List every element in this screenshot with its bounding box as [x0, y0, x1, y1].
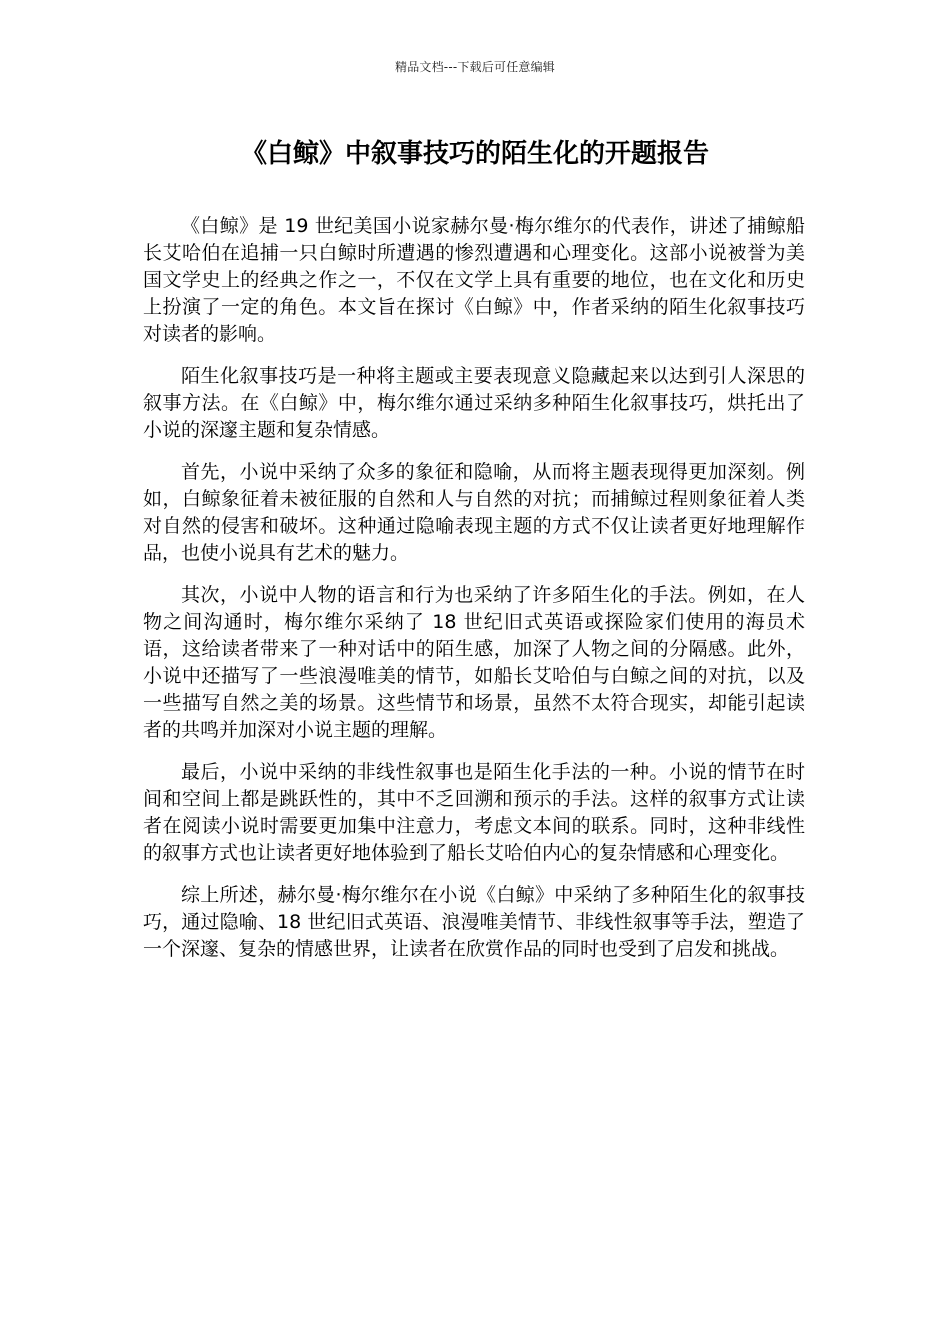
paragraph-definition: 陌生化叙事技巧是一种将主题或主要表现意义隐藏起来以达到引人深思的叙事方法。在《白鲸》中，梅尔维尔通过采纳多种陌生化叙事技巧，烘托出了小说的深邃主题和复杂情感。 — [143, 365, 805, 441]
paragraph-nonlinear: 最后，小说中采纳的非线性叙事也是陌生化手法的一种。小说的情节在时间和空间上都是跳跃性的，其中不乏回溯和预示的手法。这样的叙事方式让读者在阅读小说时需要更加集中注意力，考虑文本间的联系。同时，这种非线性的叙事方式也让读者更好地体验到了船长艾哈伯内心的复杂情感和心理变化。 — [143, 761, 805, 864]
header-note: 精品文档---下载后可任意编辑 — [395, 60, 555, 74]
document-body — [143, 213, 805, 978]
paragraph-symbolism: 首先，小说中采纳了众多的象征和隐喻，从而将主题表现得更加深刻。例如，白鲸象征着未被征服的自然和人与自然的对抗；而捕鲸过程则象征着人类对自然的侵害和破坏。这种通过隐喻表现主题的方式不仅让读者更好地理解作品，也使小说具有艺术的魅力。 — [143, 461, 805, 564]
paragraph-introduction: 《白鲸》是 19 世纪美国小说家赫尔曼·梅尔维尔的代表作，讲述了捕鲸船长艾哈伯在追捕一只白鲸时所遭遇的惨烈遭遇和心理变化。这部小说被誉为美国文学史上的经典之作之一，不仅在文学上具有重要的地位，也在文化和历史上扮演了一定的角色。本文旨在探讨《白鲸》中，作者采纳的陌生化叙事技巧对读者的影响。 — [143, 215, 805, 345]
paragraph-language: 其次，小说中人物的语言和行为也采纳了许多陌生化的手法。例如，在人物之间沟通时，梅尔维尔采纳了 18 世纪旧式英语或探险家们使用的海员术语，这给读者带来了一种对话中的陌生感，加深了人物之间的分隔感。此外，小说中还描写了一些浪漫唯美的情节，如船长艾哈伯与白鲸之间的对抗，以及一些描写自然之美的场景。这些情节和场景，虽然不太符合现实，却能引起读者的共鸣并加深对小说主题的理解。 — [143, 584, 805, 741]
paragraph-conclusion: 综上所述，赫尔曼·梅尔维尔在小说《白鲸》中采纳了多种陌生化的叙事技巧，通过隐喻、18 世纪旧式英语、浪漫唯美情节、非线性叙事等手法，塑造了一个深邃、复杂的情感世界，让读者在欣赏作品的同时也受到了启发和挑战。 — [143, 884, 805, 960]
document-title: 《白鲸》中叙事技巧的陌生化的开题报告 — [240, 139, 709, 169]
